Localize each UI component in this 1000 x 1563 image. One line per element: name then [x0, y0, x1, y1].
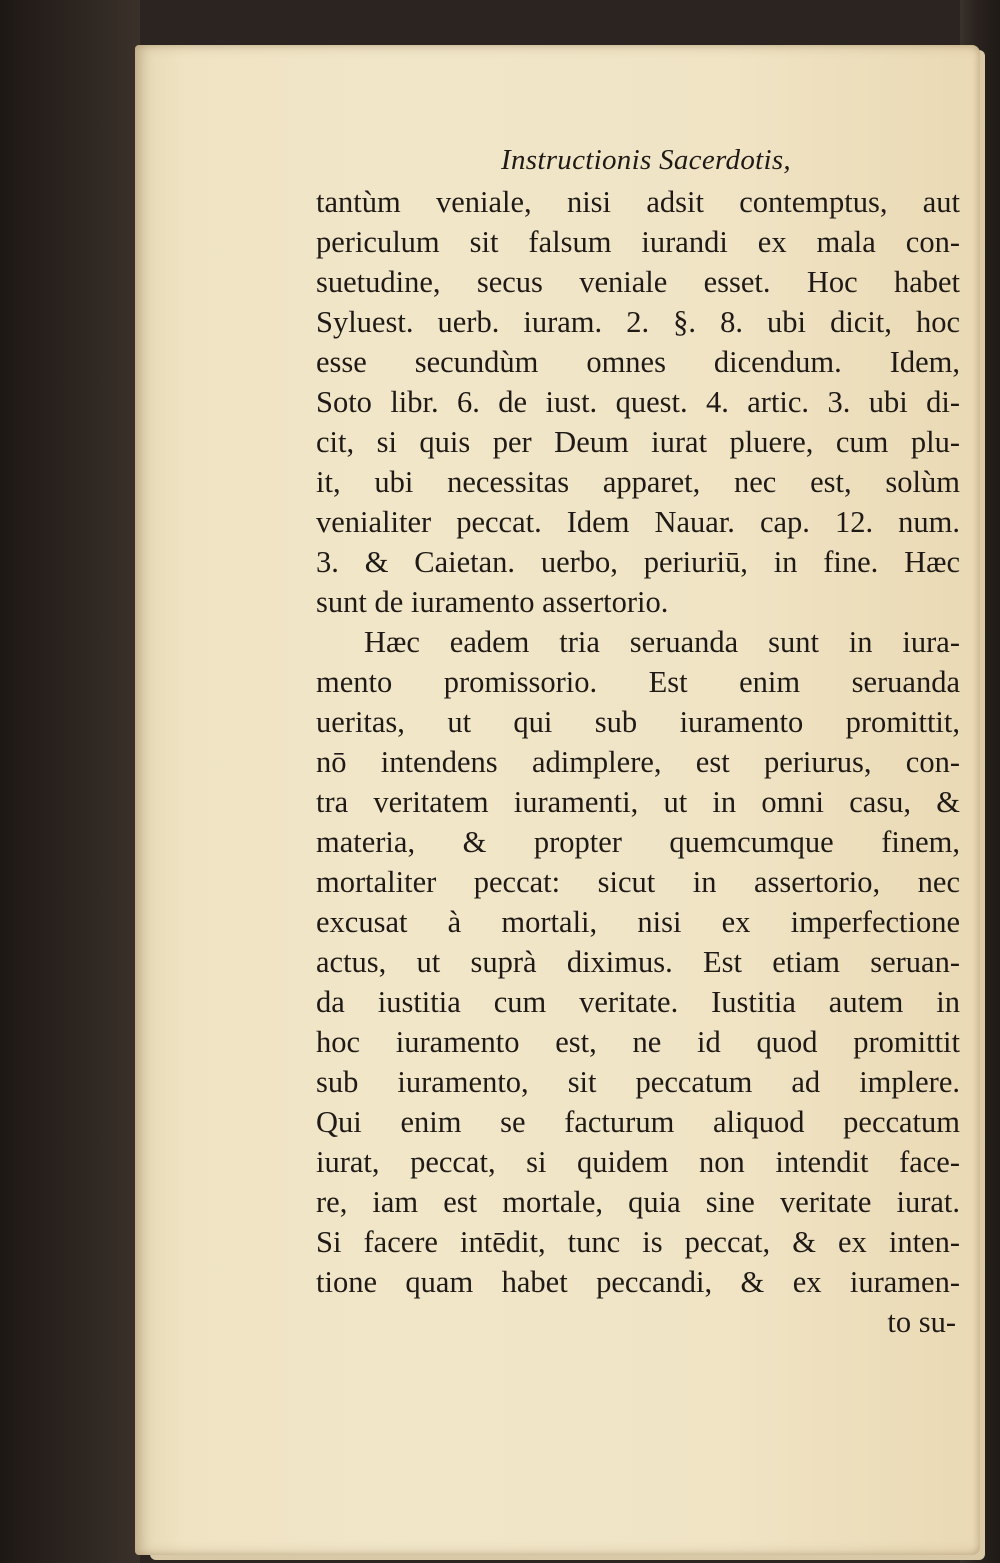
text-line: sub iuramento, sit peccatum ad implere. — [316, 1065, 960, 1099]
text-line: suetudine, secus veniale esset. Hoc habet — [316, 265, 960, 299]
text-line: re, iam est mortale, quia sine veritate iurat. — [316, 1185, 960, 1219]
text-line: Qui enim se facturum aliquod peccatum — [316, 1105, 960, 1139]
page-text-block — [316, 138, 960, 1342]
catchword: to su- — [887, 1305, 956, 1339]
text-line: iurat, peccat, si quidem non intendit face- — [316, 1145, 960, 1179]
text-line: esse secundùm omnes dicendum. Idem, — [316, 345, 960, 379]
text-line: nō intendens adimplere, est periurus, con- — [316, 745, 960, 779]
binding-shadow — [0, 0, 140, 1563]
text-line: venialiter peccat. Idem Nauar. cap. 12. num. — [316, 505, 960, 539]
text-line: it, ubi necessitas apparet, nec est, solùm — [316, 465, 960, 499]
text-line: mento promissorio. Est enim seruanda — [316, 665, 960, 699]
text-line: da iustitia cum veritate. Iustitia autem in — [316, 985, 960, 1019]
text-line: periculum sit falsum iurandi ex mala con- — [316, 225, 960, 259]
text-line: materia, & propter quemcumque finem, — [316, 825, 960, 859]
running-head: Instructionis Sacerdotis, — [501, 144, 791, 176]
text-line: excusat à mortali, nisi ex imperfectione — [316, 905, 960, 939]
text-line: mortaliter peccat: sicut in assertorio, nec — [316, 865, 960, 899]
text-line: hoc iuramento est, ne id quod promittit — [316, 1025, 960, 1059]
text-line: tra veritatem iuramenti, ut in omni casu, & — [316, 785, 960, 819]
text-line: actus, ut suprà diximus. Est etiam seruan- — [316, 945, 960, 979]
text-line: sunt de iuramento assertorio. — [316, 585, 669, 619]
text-line: tantùm veniale, nisi adsit contemptus, aut — [316, 185, 960, 219]
text-line: Si facere intēdit, tunc is peccat, & ex inten- — [316, 1225, 960, 1259]
text-line: cit, si quis per Deum iurat pluere, cum plu- — [316, 425, 960, 459]
text-line: tione quam habet peccandi, & ex iuramen- — [316, 1265, 960, 1299]
paragraph-start-line: Hæc eadem tria seruanda sunt in iura- — [364, 625, 960, 659]
text-line: ueritas, ut qui sub iuramento promittit, — [316, 705, 960, 739]
text-line: Syluest. uerb. iuram. 2. §. 8. ubi dicit, hoc — [316, 305, 960, 339]
text-line: 3. & Caietan. uerbo, periuriū, in fine. Hæc — [316, 545, 960, 579]
text-line: Soto libr. 6. de iust. quest. 4. artic. 3. ubi di- — [316, 385, 960, 419]
